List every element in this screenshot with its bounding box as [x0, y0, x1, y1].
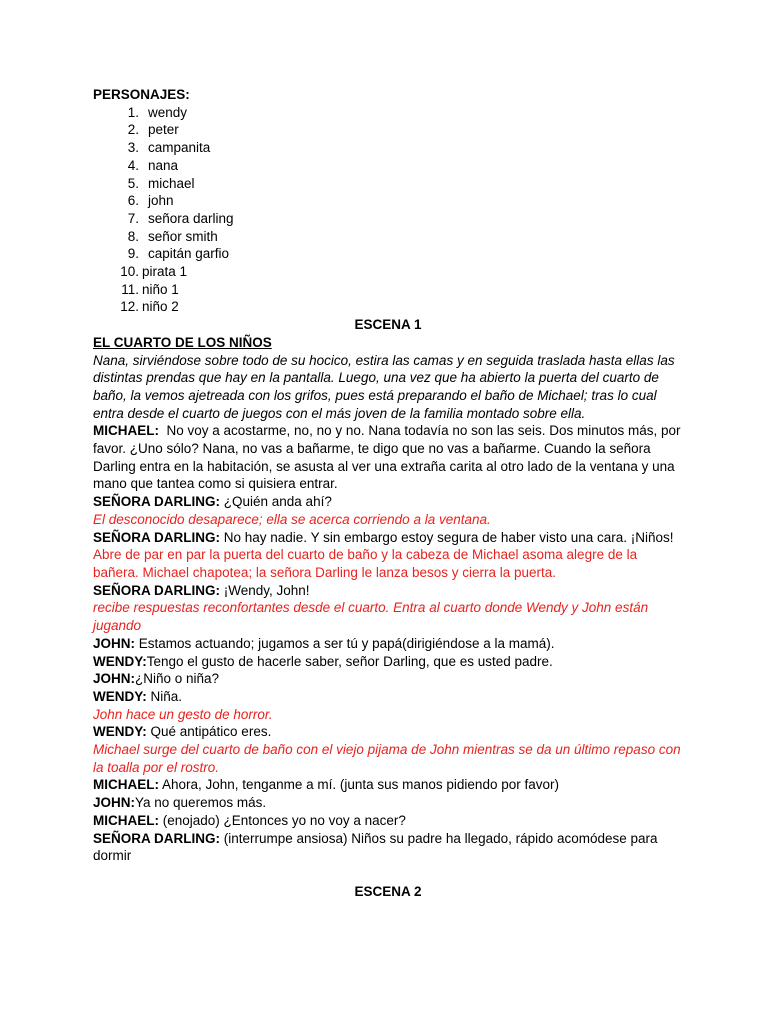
dialogue-line [93, 670, 683, 688]
cast-item [93, 139, 683, 157]
dialogue-text: No voy a acostarme, no, no y no. Nana todavía no son las seis. Dos minutos más, por favor. ¿Uno sólo? Nana, no vas a bañarme, te digo que no vas a bañarme. Cuando la señora Darling entra en la habitación, se asusta al ver una extraña carita al otro lado de la ventana y una mano que tantea como si quisiera entrar. [93, 423, 685, 492]
stage-direction: John hace un gesto de horror. [93, 706, 273, 722]
speaker-name: MICHAEL: [93, 812, 159, 828]
cast-item [93, 245, 683, 263]
dialogue-text: ¿Niño o niña? [135, 671, 220, 687]
speaker-name: JOHN: [93, 635, 136, 651]
cast-item-name: wendy [148, 104, 188, 120]
dialogue-line [93, 812, 683, 830]
dialogue-text: Estamos actuando; jugamos a ser tú y papá(dirigiéndose a la mamá). [135, 635, 555, 651]
dialogue-text: Ahora, John, tenganme a mí. (junta sus manos pidiendo por favor) [159, 777, 559, 793]
stage-direction: El desconocido desaparece; ella se acerca corriendo a la ventana. [93, 511, 491, 527]
dialogue-line [93, 794, 683, 812]
dialogue-text: Ya no queremos más. [135, 795, 267, 811]
cast-item-name: michael [148, 175, 195, 191]
blank-line [93, 865, 683, 883]
cast-item-number: 4. [127, 157, 139, 173]
cast-item-number: 11. [121, 281, 139, 297]
cast-item [93, 263, 683, 281]
stage-direction: Nana, sirviéndose sobre todo de su hocico, estira las camas y en seguida traslada hasta ellas las distintas prendas que hay en la pantalla. Luego, una vez que ha abierto la puerta del cuarto de baño, la vemos ajetreada con los grifos, pues está preparando el baño de Michael; tras lo cual entra desde el cuarto de juegos con el más joven de la familia montado sobre ella. [93, 352, 675, 421]
cast-list [93, 104, 683, 316]
cast-item-number: 10. [120, 264, 139, 280]
speaker-name: WENDY: [93, 724, 147, 740]
dialogue-line [93, 635, 683, 653]
stage-direction: Michael surge del cuarto de baño con el viejo pijama de John mientras se da un último repaso con la toalla por el rostro. [93, 742, 681, 775]
cast-item-name: señor smith [148, 228, 218, 244]
cast-item-name: john [148, 193, 174, 209]
cast-item-name: peter [148, 122, 179, 138]
cast-heading: PERSONAJES: [93, 87, 190, 102]
cast-item [93, 192, 683, 210]
speaker-name: MICHAEL: [93, 423, 159, 439]
dialogue-line [93, 529, 683, 547]
dialogue-line [93, 493, 683, 511]
dialogue-line [93, 653, 683, 671]
cast-item [93, 104, 683, 122]
stage-direction: Abre de par en par la puerta del cuarto de baño y la cabeza de Michael asoma alegre de la bañera. Michael chapotea; la señora Darling le lanza besos y cierra la puerta. [93, 547, 638, 580]
cast-item-number: 2. [127, 122, 139, 138]
cast-item [93, 121, 683, 139]
speaker-name: SEÑORA DARLING: [93, 582, 220, 598]
cast-item [93, 298, 683, 316]
speaker-name: WENDY: [93, 688, 147, 704]
cast-item-number: 8. [127, 228, 139, 244]
cast-item-name: pirata 1 [142, 264, 188, 280]
dialogue-text: Qué antipático eres. [146, 724, 272, 740]
speaker-name: WENDY: [93, 653, 147, 669]
cast-item-name: capitán garfio [148, 246, 230, 262]
dialogue-line [93, 723, 683, 741]
scene-1-subtitle: EL CUARTO DE LOS NIÑOS [93, 334, 272, 350]
cast-item [93, 157, 683, 175]
cast-item-number: 9. [127, 246, 139, 262]
speaker-name: SEÑORA DARLING: [93, 830, 220, 846]
scene-1-title: ESCENA 1 [354, 317, 422, 333]
dialogue-text: ¿Quién anda ahí? [220, 494, 332, 510]
scene-2-title: ESCENA 2 [354, 883, 422, 899]
speaker-name: JOHN: [93, 671, 136, 687]
dialogue-text: (interrumpe ansiosa) Niños su padre ha llegado, rápido acomódese para dormir [93, 830, 658, 864]
script-page [93, 86, 683, 900]
cast-item [93, 281, 683, 299]
cast-item-name: niño 2 [142, 299, 179, 315]
dialogue-line [93, 422, 683, 493]
dialogue-text: Niña. [146, 688, 183, 704]
cast-item-number: 5. [127, 175, 139, 191]
cast-item-number: 6. [127, 193, 139, 209]
cast-item [93, 228, 683, 246]
dialogue-text: No hay nadie. Y sin embargo estoy segura de haber visto una cara. ¡Niños! [220, 529, 674, 545]
dialogue-text: ¡Wendy, John! [220, 582, 310, 598]
dialogue-line [93, 688, 683, 706]
dialogue-line [93, 776, 683, 794]
cast-item-number: 7. [127, 210, 139, 226]
speaker-name: JOHN: [93, 795, 136, 811]
cast-item-name: señora darling [148, 210, 234, 226]
cast-item-name: nana [148, 157, 179, 173]
speaker-name: MICHAEL: [93, 777, 159, 793]
speaker-name: SEÑORA DARLING: [93, 529, 220, 545]
dialogue-line [93, 830, 683, 865]
cast-item-number: 3. [127, 140, 139, 156]
dialogue-text: Tengo el gusto de hacerle saber, señor Darling, que es usted padre. [146, 653, 553, 669]
dialogue-text: (enojado) ¿Entonces yo no voy a nacer? [159, 812, 406, 828]
stage-direction: recibe respuestas reconfortantes desde el cuarto. Entra al cuarto donde Wendy y John están jugando [93, 600, 649, 634]
cast-item-number: 12. [120, 299, 139, 315]
speaker-name: SEÑORA DARLING: [93, 494, 220, 510]
cast-item [93, 210, 683, 228]
cast-item-number: 1. [127, 104, 139, 120]
dialogue-line [93, 582, 683, 600]
cast-item [93, 175, 683, 193]
cast-item-name: niño 1 [142, 281, 179, 297]
cast-item-name: campanita [148, 140, 211, 156]
